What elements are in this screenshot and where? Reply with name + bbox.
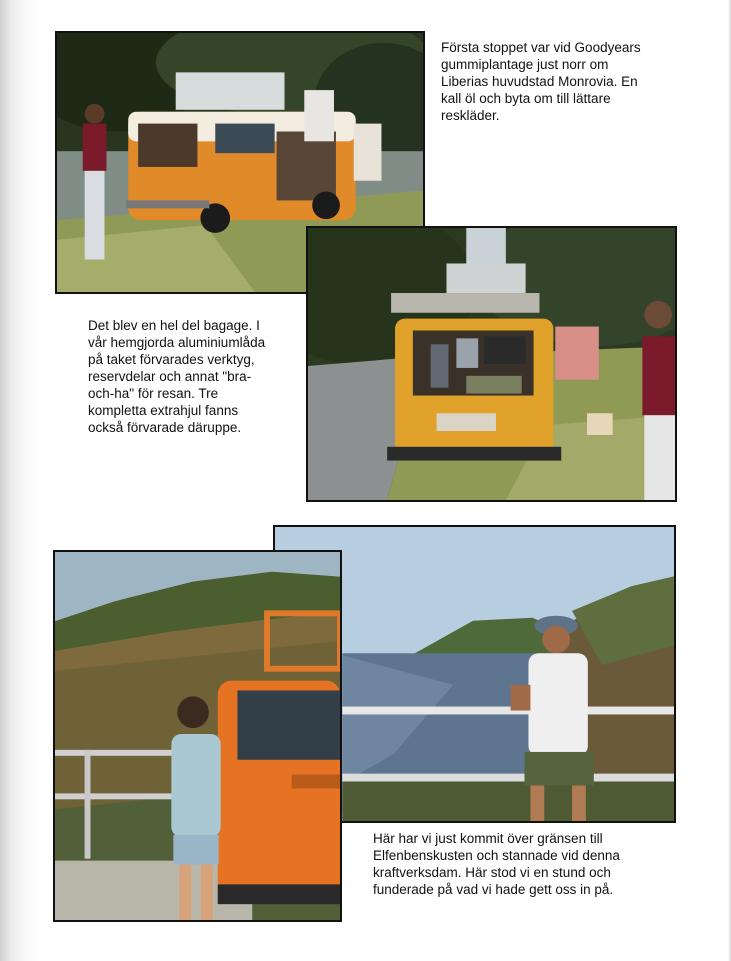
caption-border: Här har vi just kommit över gränsen till Elfenbenskusten och stannade vid denna kraftverksdam. Här stod vi en stund och funderade på vad vi hade gett oss in på. [373,831,620,897]
photo-van-luggage [306,226,677,502]
caption-first-stop: Första stoppet var vid Goodyears gummiplantage just norr om Liberias huvudstad Monrovia. En kall öl och byta om till lättare reskläder. [441,40,641,123]
photo-woman-by-van [53,550,342,922]
caption-luggage: Det blev en hel del bagage. I vår hemgjorda aluminiumlåda på taket förvarades verktyg, reservdelar och annat "bra- och-ha" för resan. Tre kompletta extrahjul fanns också förvarade däruppe. [88,318,266,435]
